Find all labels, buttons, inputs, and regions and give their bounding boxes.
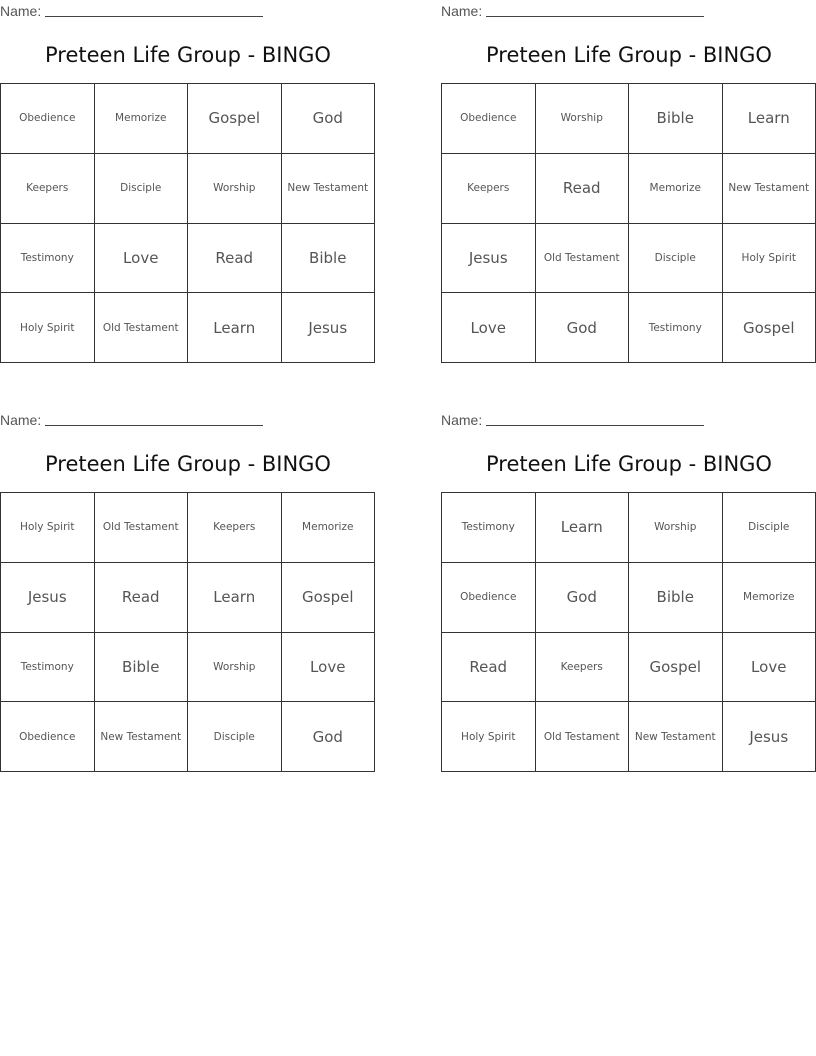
bingo-cell: Keepers [1, 154, 95, 224]
bingo-cell: Jesus [442, 224, 536, 294]
name-label: Name: [441, 412, 483, 428]
bingo-cell: Holy Spirit [723, 224, 816, 294]
bingo-cell: New Testament [282, 154, 376, 224]
bingo-cell: Testimony [629, 293, 723, 363]
bingo-cell: Obedience [442, 563, 536, 633]
bingo-cell: Old Testament [95, 493, 189, 563]
bingo-cell: Holy Spirit [442, 702, 536, 772]
card-title: Preteen Life Group - BINGO [45, 43, 331, 67]
bingo-cell: Disciple [629, 224, 723, 294]
bingo-cell: God [536, 293, 630, 363]
card-title: Preteen Life Group - BINGO [486, 452, 772, 476]
bingo-cell: New Testament [723, 154, 816, 224]
name-field [441, 2, 704, 20]
bingo-cell: Love [442, 293, 536, 363]
bingo-cell: Old Testament [95, 293, 189, 363]
bingo-grid [441, 492, 816, 772]
bingo-cell: Obedience [442, 84, 536, 154]
card-title: Preteen Life Group - BINGO [486, 43, 772, 67]
bingo-cell: God [282, 702, 376, 772]
bingo-cell: Testimony [442, 493, 536, 563]
bingo-cell: Bible [629, 563, 723, 633]
bingo-cell: Read [536, 154, 630, 224]
bingo-cell: Worship [536, 84, 630, 154]
bingo-cell: Disciple [188, 702, 282, 772]
bingo-cell: Gospel [282, 563, 376, 633]
bingo-cell: Worship [629, 493, 723, 563]
bingo-cell: Jesus [282, 293, 376, 363]
card-title: Preteen Life Group - BINGO [45, 452, 331, 476]
bingo-cell: Gospel [188, 84, 282, 154]
bingo-cell: Keepers [188, 493, 282, 563]
bingo-cell: Gospel [629, 633, 723, 703]
name-blank-line [45, 2, 263, 17]
bingo-cell: Obedience [1, 702, 95, 772]
bingo-cell: Bible [629, 84, 723, 154]
bingo-cell: Jesus [1, 563, 95, 633]
bingo-cell: Love [282, 633, 376, 703]
bingo-cell: Memorize [629, 154, 723, 224]
bingo-cell: Jesus [723, 702, 816, 772]
bingo-cell: Love [95, 224, 189, 294]
bingo-cell: Worship [188, 633, 282, 703]
name-label: Name: [0, 412, 42, 428]
bingo-cell: Read [188, 224, 282, 294]
bingo-cell: Read [95, 563, 189, 633]
bingo-cell: Worship [188, 154, 282, 224]
bingo-cell: Memorize [723, 563, 816, 633]
bingo-cell: Old Testament [536, 224, 630, 294]
name-field [441, 411, 704, 429]
name-blank-line [45, 411, 263, 426]
bingo-cell: Learn [188, 563, 282, 633]
bingo-cell: Bible [95, 633, 189, 703]
bingo-cell: Keepers [442, 154, 536, 224]
bingo-cell: Holy Spirit [1, 493, 95, 563]
bingo-cell: Learn [723, 84, 816, 154]
name-field [0, 411, 263, 429]
bingo-cell: Testimony [1, 633, 95, 703]
bingo-grid [441, 83, 816, 363]
name-blank-line [486, 2, 704, 17]
bingo-cell: God [282, 84, 376, 154]
bingo-cell: Read [442, 633, 536, 703]
bingo-cell: Old Testament [536, 702, 630, 772]
bingo-cell: Learn [536, 493, 630, 563]
bingo-cell: Bible [282, 224, 376, 294]
bingo-cell: Keepers [536, 633, 630, 703]
bingo-cell: New Testament [629, 702, 723, 772]
bingo-cell: Learn [188, 293, 282, 363]
name-blank-line [486, 411, 704, 426]
bingo-cell: Memorize [282, 493, 376, 563]
bingo-cell: Disciple [723, 493, 816, 563]
name-label: Name: [441, 3, 483, 19]
bingo-cell: Holy Spirit [1, 293, 95, 363]
bingo-cell: Love [723, 633, 816, 703]
bingo-cell: New Testament [95, 702, 189, 772]
bingo-grid [0, 492, 375, 772]
bingo-cell: Disciple [95, 154, 189, 224]
bingo-cell: Gospel [723, 293, 816, 363]
name-field [0, 2, 263, 20]
bingo-cell: God [536, 563, 630, 633]
name-label: Name: [0, 3, 42, 19]
bingo-cell: Memorize [95, 84, 189, 154]
bingo-cell: Testimony [1, 224, 95, 294]
bingo-cell: Obedience [1, 84, 95, 154]
bingo-grid [0, 83, 375, 363]
